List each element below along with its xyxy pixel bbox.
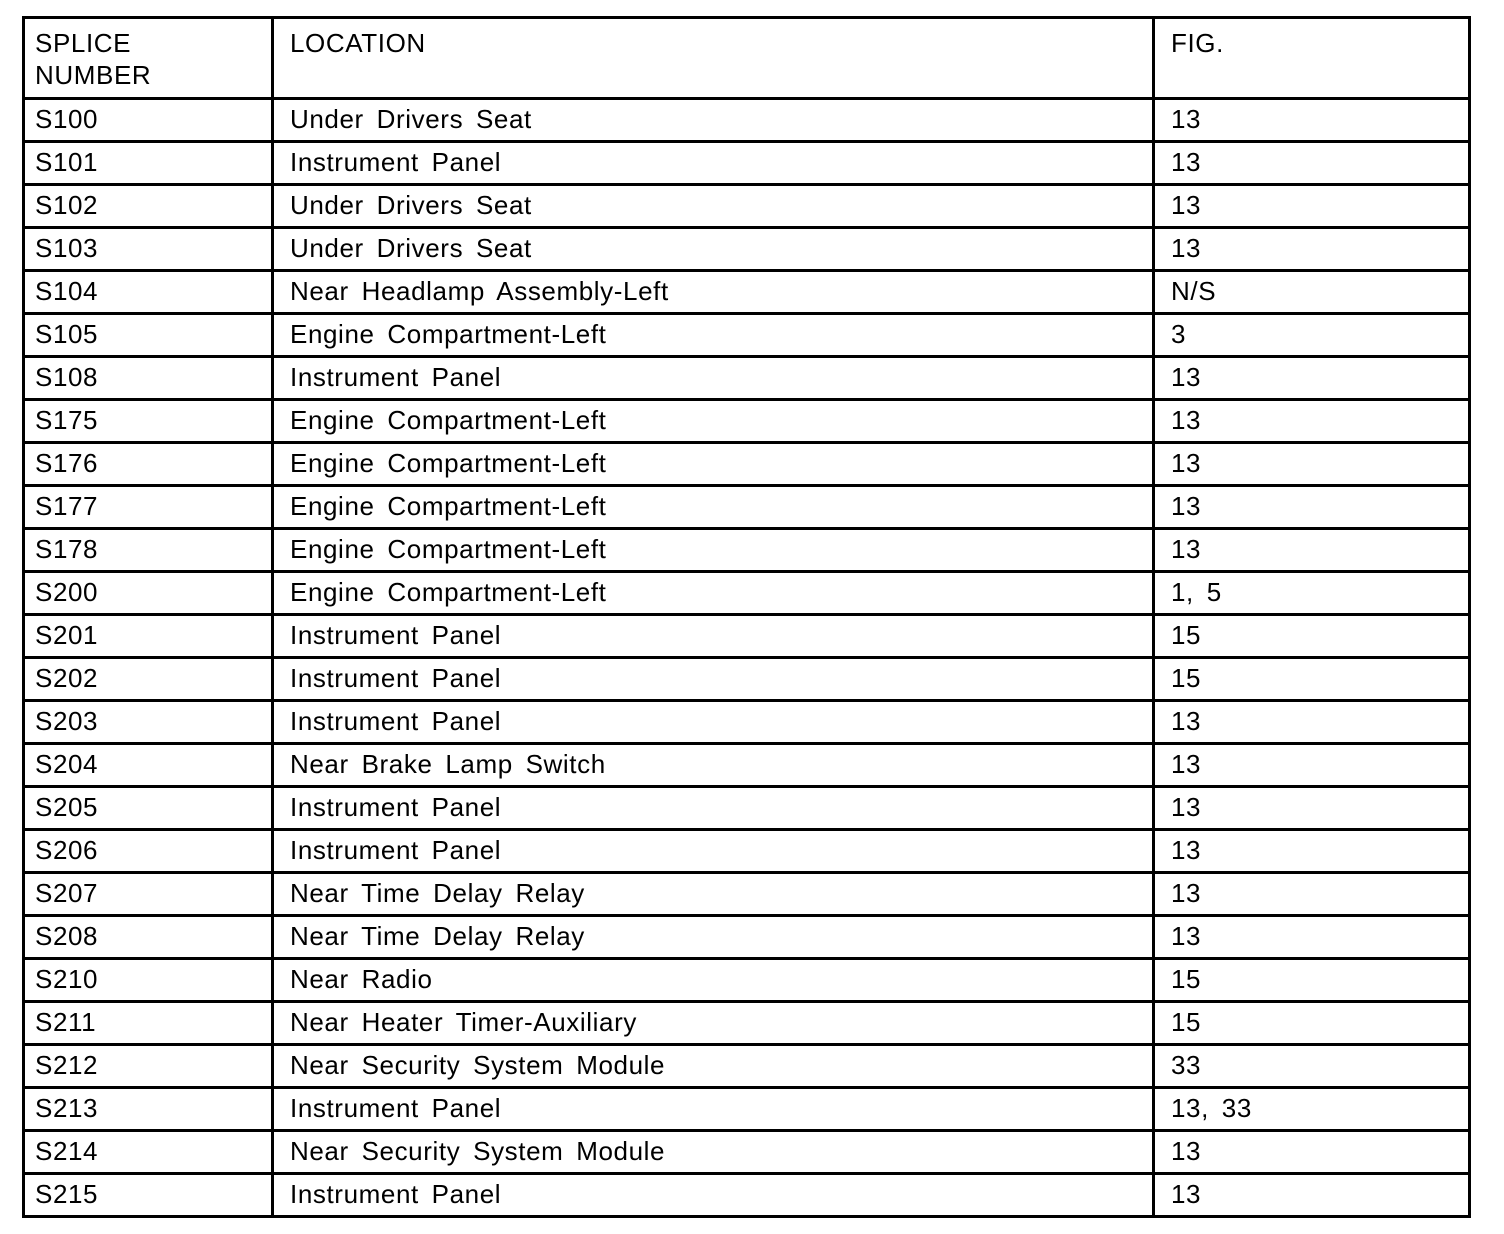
location-cell: Near Time Delay Relay [273, 916, 1154, 959]
splice-number-cell: S100 [24, 99, 273, 142]
location-cell: Instrument Panel [273, 701, 1154, 744]
header-splice-number-line1: SPLICE [35, 28, 132, 58]
location-cell: Under Drivers Seat [273, 228, 1154, 271]
fig-cell: 33 [1154, 1045, 1470, 1088]
table-row [24, 615, 1470, 658]
table-row [24, 658, 1470, 701]
table-row [24, 787, 1470, 830]
table-header [24, 18, 1470, 99]
location-cell: Near Headlamp Assembly-Left [273, 271, 1154, 314]
splice-number-cell: S101 [24, 142, 273, 185]
fig-cell: 1, 5 [1154, 572, 1470, 615]
location-cell: Instrument Panel [273, 142, 1154, 185]
fig-cell: 13 [1154, 744, 1470, 787]
table-row [24, 1088, 1470, 1131]
location-cell: Near Radio [273, 959, 1154, 1002]
table-row [24, 959, 1470, 1002]
location-cell: Near Heater Timer-Auxiliary [273, 1002, 1154, 1045]
table-row [24, 916, 1470, 959]
fig-cell: 13 [1154, 443, 1470, 486]
location-cell: Instrument Panel [273, 830, 1154, 873]
splice-number-cell: S202 [24, 658, 273, 701]
table-row [24, 271, 1470, 314]
table-row [24, 486, 1470, 529]
header-fig: FIG. [1154, 18, 1470, 99]
fig-cell: 13 [1154, 701, 1470, 744]
splice-number-cell: S208 [24, 916, 273, 959]
location-cell: Instrument Panel [273, 1088, 1154, 1131]
fig-cell: 13 [1154, 228, 1470, 271]
location-cell: Instrument Panel [273, 787, 1154, 830]
header-location: LOCATION [273, 18, 1154, 99]
splice-number-cell: S214 [24, 1131, 273, 1174]
location-cell: Engine Compartment-Left [273, 443, 1154, 486]
table-row [24, 185, 1470, 228]
fig-cell: 13 [1154, 400, 1470, 443]
fig-cell: 13 [1154, 142, 1470, 185]
table-row [24, 443, 1470, 486]
fig-cell: 15 [1154, 959, 1470, 1002]
table-row [24, 357, 1470, 400]
location-cell: Near Time Delay Relay [273, 873, 1154, 916]
fig-cell: 13 [1154, 486, 1470, 529]
splice-number-cell: S177 [24, 486, 273, 529]
location-cell: Engine Compartment-Left [273, 486, 1154, 529]
splice-number-cell: S215 [24, 1174, 273, 1217]
fig-cell: 3 [1154, 314, 1470, 357]
table-row [24, 830, 1470, 873]
table-row [24, 99, 1470, 142]
fig-cell: 13 [1154, 529, 1470, 572]
location-cell: Under Drivers Seat [273, 99, 1154, 142]
fig-cell: N/S [1154, 271, 1470, 314]
fig-cell: 13 [1154, 916, 1470, 959]
fig-cell: 13 [1154, 357, 1470, 400]
location-cell: Instrument Panel [273, 658, 1154, 701]
fig-cell: 13 [1154, 185, 1470, 228]
splice-number-cell: S211 [24, 1002, 273, 1045]
location-cell: Instrument Panel [273, 615, 1154, 658]
fig-cell: 13 [1154, 1131, 1470, 1174]
location-cell: Engine Compartment-Left [273, 314, 1154, 357]
splice-number-cell: S203 [24, 701, 273, 744]
table-row [24, 572, 1470, 615]
table-body [24, 99, 1470, 1217]
splice-number-cell: S102 [24, 185, 273, 228]
splice-number-cell: S207 [24, 873, 273, 916]
table-row [24, 142, 1470, 185]
splice-number-cell: S176 [24, 443, 273, 486]
location-cell: Engine Compartment-Left [273, 400, 1154, 443]
header-splice-number [24, 18, 273, 99]
fig-cell: 13 [1154, 873, 1470, 916]
fig-cell: 15 [1154, 615, 1470, 658]
fig-cell: 13 [1154, 787, 1470, 830]
location-cell: Engine Compartment-Left [273, 572, 1154, 615]
table-row [24, 400, 1470, 443]
splice-number-cell: S178 [24, 529, 273, 572]
location-cell: Instrument Panel [273, 1174, 1154, 1217]
location-cell: Near Brake Lamp Switch [273, 744, 1154, 787]
table-row [24, 314, 1470, 357]
fig-cell: 13 [1154, 830, 1470, 873]
splice-number-cell: S108 [24, 357, 273, 400]
splice-number-cell: S205 [24, 787, 273, 830]
splice-number-cell: S105 [24, 314, 273, 357]
location-cell: Near Security System Module [273, 1045, 1154, 1088]
location-cell: Engine Compartment-Left [273, 529, 1154, 572]
fig-cell: 13 [1154, 1174, 1470, 1217]
table-row [24, 1002, 1470, 1045]
header-row [24, 18, 1470, 99]
splice-number-cell: S104 [24, 271, 273, 314]
table-row [24, 1131, 1470, 1174]
fig-cell: 13 [1154, 99, 1470, 142]
location-cell: Near Security System Module [273, 1131, 1154, 1174]
splice-number-cell: S206 [24, 830, 273, 873]
fig-cell: 15 [1154, 658, 1470, 701]
location-cell: Under Drivers Seat [273, 185, 1154, 228]
splice-number-cell: S201 [24, 615, 273, 658]
table-row [24, 701, 1470, 744]
fig-cell: 13, 33 [1154, 1088, 1470, 1131]
splice-number-cell: S204 [24, 744, 273, 787]
splice-number-cell: S103 [24, 228, 273, 271]
splice-number-cell: S212 [24, 1045, 273, 1088]
table-row [24, 1174, 1470, 1217]
table-row [24, 529, 1470, 572]
location-cell: Instrument Panel [273, 357, 1154, 400]
header-splice-number-line2: NUMBER [35, 60, 152, 90]
table-row [24, 873, 1470, 916]
splice-number-cell: S175 [24, 400, 273, 443]
splice-number-cell: S213 [24, 1088, 273, 1131]
splice-number-cell: S200 [24, 572, 273, 615]
fig-cell: 15 [1154, 1002, 1470, 1045]
splice-location-table [22, 16, 1471, 1218]
table-row [24, 228, 1470, 271]
splice-number-cell: S210 [24, 959, 273, 1002]
table-row [24, 744, 1470, 787]
table-row [24, 1045, 1470, 1088]
